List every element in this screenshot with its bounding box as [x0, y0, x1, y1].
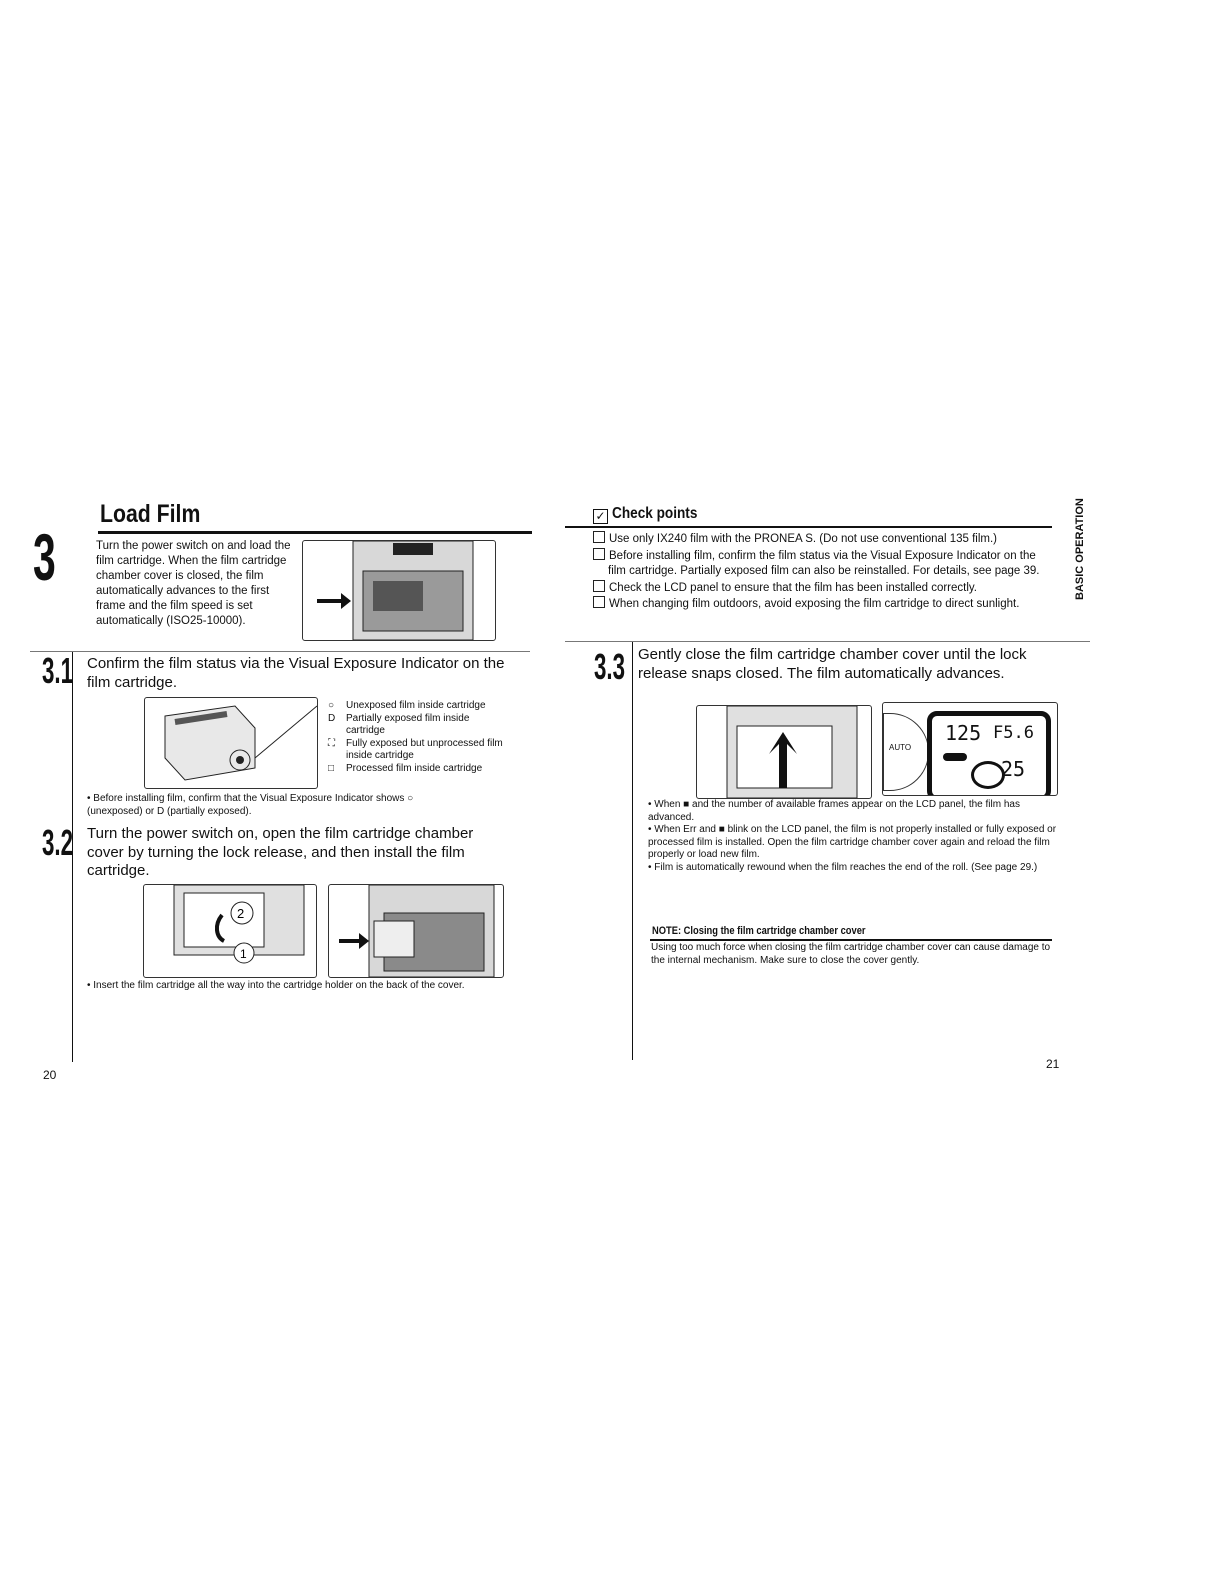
checkpoint-list — [593, 531, 1053, 613]
right-vertical-line — [632, 642, 633, 1060]
checkpoints-header — [593, 505, 713, 524]
intro-text: Turn the power switch on and load the film cartridge. When the film cartridge chamber cover is closed, the film automatically advances to the first frame and the film speed is set automatically (ISO25-10000). — [96, 540, 291, 627]
right-page-number: 21 — [1046, 1057, 1060, 1071]
indicator-legend — [328, 700, 508, 775]
install-cartridge-illustration — [328, 884, 504, 978]
legend-item — [328, 763, 508, 776]
lcd-aperture: F5.6 — [993, 723, 1034, 743]
step-3-3-notes — [648, 799, 1058, 874]
svg-text:1: 1 — [240, 947, 247, 961]
checkpoint-text: Use only IX240 film with the PRONEA S. (Do not use conventional 135 film.) — [609, 533, 997, 545]
step-3-2-number: 3.2 — [42, 822, 74, 863]
checkbox-icon — [593, 580, 605, 592]
note-item: • When ■ and the number of available frames appear on the LCD panel, the film has advanced. — [648, 799, 1058, 824]
film-cartridge-icon — [971, 761, 1005, 789]
legend-symbol: □ — [328, 762, 335, 774]
checkbox-icon — [593, 548, 605, 560]
checkbox-icon — [593, 596, 605, 608]
step-3-2-heading: Turn the power switch on, open the film cartridge chamber cover by turning the lock release, and then install the film cartridge. — [87, 825, 474, 879]
legend-item — [328, 713, 508, 738]
legend-symbol: D — [328, 712, 336, 724]
right-divider — [565, 641, 1090, 642]
step-3-2-note: • Insert the film cartridge all the way into the cartridge holder on the back of the cover. — [87, 980, 487, 993]
checkpoint-item — [593, 580, 1053, 597]
checkpoints-rule — [565, 526, 1052, 528]
film-advance-icon — [943, 753, 967, 761]
checkmark-box-icon: ✓ — [593, 509, 608, 524]
note-item: • Film is automatically rewound when the film reaches the end of the roll. (See page 29.) — [648, 862, 1058, 875]
chapter-number: 3 — [33, 520, 56, 594]
legend-text: Fully exposed but unprocessed film inside cartridge — [346, 737, 503, 761]
left-divider — [30, 651, 530, 652]
lcd-panel-illustration — [882, 702, 1058, 796]
step-3-1-note: • Before installing film, confirm that the Visual Exposure Indicator shows ○ (unexposed) or D (partially exposed). — [87, 793, 467, 818]
checkpoint-item — [593, 548, 1053, 580]
checkpoint-text: When changing film outdoors, avoid exposing the film cartridge to direct sunlight. — [609, 598, 1020, 610]
legend-text: Processed film inside cartridge — [346, 762, 483, 774]
mode-label: AUTO — [889, 743, 912, 752]
open-cover-illustration — [143, 884, 317, 978]
note-rule — [650, 939, 1052, 941]
legend-item — [328, 700, 508, 713]
side-tab-label: BASIC OPERATION — [1074, 498, 1086, 600]
step-3-1-number: 3.1 — [42, 650, 74, 691]
left-page-number: 20 — [43, 1068, 57, 1082]
lcd-frames: 25 — [1001, 757, 1026, 781]
cartridge-indicator-illustration — [144, 697, 318, 789]
page-title: Load Film — [100, 500, 201, 528]
step-3-3-number: 3.3 — [594, 646, 626, 687]
legend-text: Unexposed film inside cartridge — [346, 700, 486, 711]
title-rule — [98, 531, 532, 534]
checkpoint-item — [593, 596, 1028, 613]
checkpoint-text: Check the LCD panel to ensure that the film has been installed correctly. — [609, 581, 977, 594]
svg-text:2: 2 — [237, 906, 245, 921]
checkpoint-text: Before installing film, confirm the film status via the Visual Exposure Indicator on the film cartridge. Partially exposed film can also be reinstalled. For details, see page 39. — [608, 549, 1040, 577]
checkbox-icon — [593, 531, 605, 543]
legend-item — [328, 738, 508, 763]
camera-load-illustration — [302, 540, 496, 641]
note-text: Using too much force when closing the film cartridge chamber cover can cause damage to the internal mechanism. Make sure to close the cover gently. — [651, 942, 1051, 966]
checkpoint-item — [593, 531, 1053, 548]
close-cover-illustration — [696, 705, 872, 799]
lcd-shutter: 125 — [945, 721, 982, 745]
legend-symbol: ○ — [328, 700, 335, 711]
legend-text: Partially exposed film inside cartridge — [346, 712, 470, 736]
legend-symbol: ⛶ — [328, 737, 335, 749]
checkpoints-title: Check points — [612, 505, 698, 522]
mode-dial — [883, 713, 929, 791]
step-3-3-heading: Gently close the film cartridge chamber cover until the lock release snaps closed. The film automatically advances. — [638, 646, 1027, 682]
note-title: NOTE: Closing the film cartridge chamber cover — [652, 925, 866, 937]
step-3-1-heading: Confirm the film status via the Visual Exposure Indicator on the film cartridge. — [87, 655, 505, 691]
note-item: • When Err and ■ blink on the LCD panel, the film is not properly installed or fully exposed or processed film is installed. Open the film cartridge chamber cover again and reload the film properly or load new film. — [648, 824, 1058, 862]
